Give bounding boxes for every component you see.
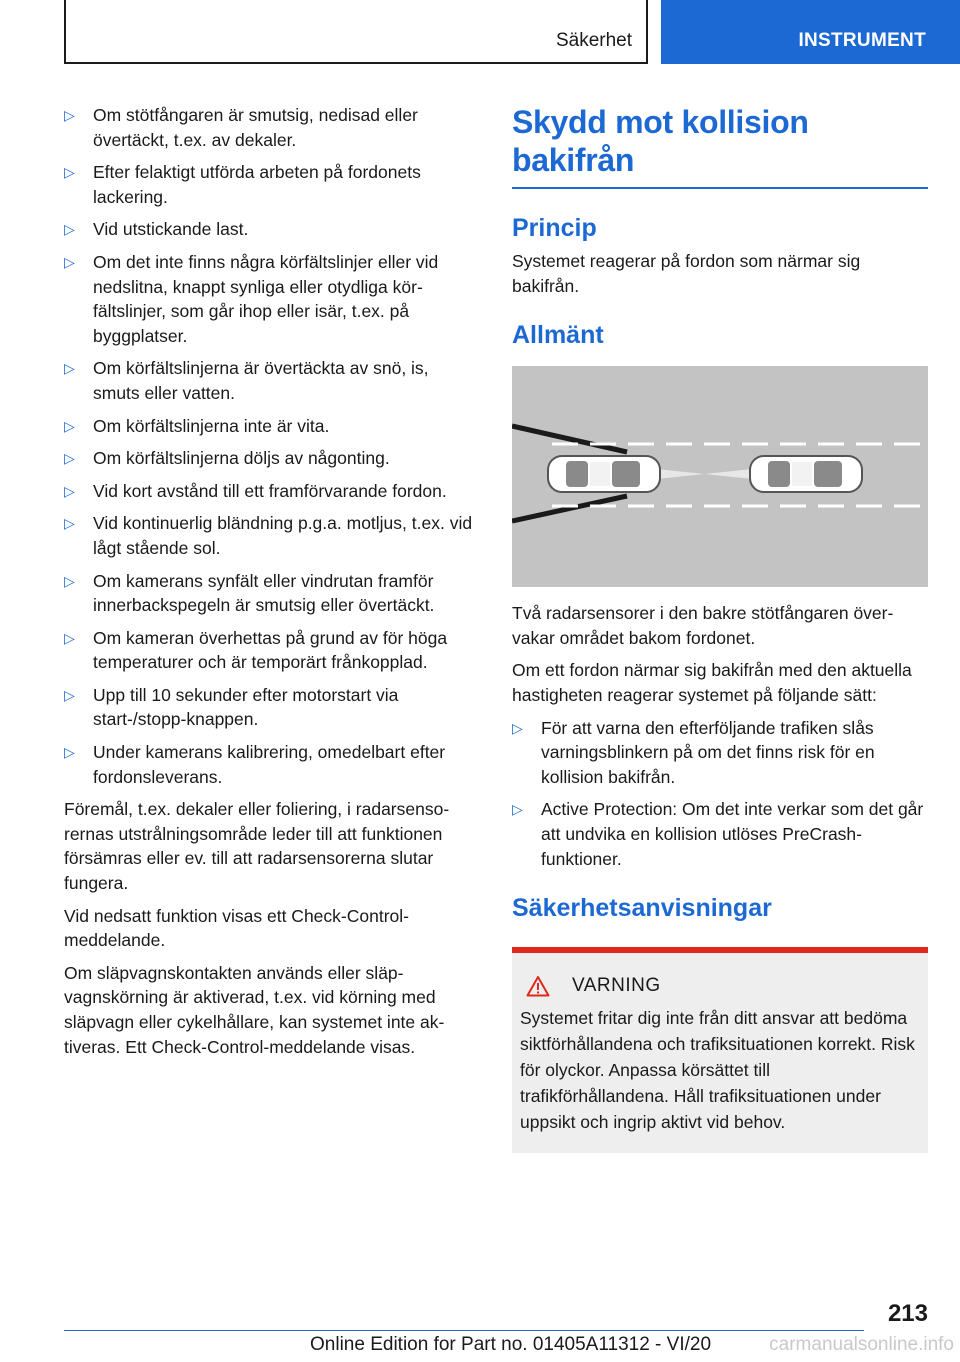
warning-triangle-icon bbox=[526, 975, 550, 997]
list-item: ▷ Om kameran överhettas på grund av för höga temperaturer och är temporärt frånkopplad. bbox=[64, 627, 448, 673]
triangle-right-icon: ▷ bbox=[64, 360, 75, 377]
triangle-right-icon: ▷ bbox=[512, 719, 523, 736]
warning-title: VARNING bbox=[572, 975, 661, 997]
left-column bbox=[64, 103, 480, 1067]
reaction-list bbox=[512, 716, 928, 872]
right-column bbox=[512, 103, 928, 1153]
title-divider bbox=[512, 187, 928, 189]
own-car-icon bbox=[548, 456, 660, 492]
list-item: ▷ Om körfältslinjerna är övertäckta av snö, is, smuts eller vatten. bbox=[64, 358, 429, 403]
warning-box bbox=[512, 947, 928, 1153]
list-item: ▷ Active Protection: Om det inte verkar som det går att undvika en kollision utlöses PreCrash-funktioner. bbox=[512, 799, 924, 869]
list-item: ▷ Vid kort avstånd till ett framförvarande fordon. bbox=[64, 479, 480, 504]
list-item: ▷ Om stötfångaren är smutsig, nedisad eller övertäckt, t.ex. av dekaler. bbox=[64, 105, 418, 150]
principle-text: Systemet reagerar på fordon som närmar sig bakifrån. bbox=[512, 251, 861, 296]
list-item: ▷ Om kamerans synfält eller vindrutan framför innerbackspegeln är smutsig eller övertäckt. bbox=[64, 570, 435, 616]
triangle-right-icon: ▷ bbox=[64, 482, 75, 499]
list-item: ▷ Vid kontinuerlig bländning p.g.a. motljus, t.ex. vid lågt stående sol. bbox=[64, 513, 473, 558]
footer-edition: Online Edition for Part no. 01405A11312 - VI/20 bbox=[310, 1334, 712, 1355]
list-item: ▷ Vid utstickande last. bbox=[64, 217, 480, 242]
warning-text: Systemet fritar dig inte från ditt ansvar att bedöma siktförhållandena och trafiksituationen korrekt. Risk för olyckor. Anpassa körsättet till trafikförhållandena. Håll trafiksituationen under uppsikt och ingrip aktivt vid behov. bbox=[520, 1008, 915, 1133]
list-item: ▷ Upp till 10 sekunder efter motorstart via start-/stopp-knappen. bbox=[64, 684, 399, 730]
triangle-right-icon: ▷ bbox=[64, 107, 75, 123]
triangle-right-icon: ▷ bbox=[512, 801, 523, 818]
header-section-box bbox=[64, 0, 648, 64]
triangle-right-icon: ▷ bbox=[64, 686, 75, 703]
heading-principle: Princip bbox=[512, 214, 597, 242]
warning-header bbox=[520, 975, 920, 997]
rear-radar-diagram bbox=[512, 366, 928, 587]
paragraph-trailer: Om släpvagnskontakten används eller släpvagnskörning är aktiverad, t.ex. vid körning med släpvagn eller cykelhållare, kan systemet inte aktiveras. Ett Check-Control-meddelande visas. bbox=[64, 962, 445, 1057]
triangle-right-icon: ▷ bbox=[64, 515, 75, 532]
header-chapter-tab[interactable] bbox=[661, 0, 960, 64]
triangle-right-icon: ▷ bbox=[64, 253, 75, 270]
following-car-icon bbox=[750, 456, 862, 492]
page-number: 213 bbox=[887, 1300, 928, 1327]
list-item: ▷ För att varna den efterföljande trafiken slås varningsblinkern på om det finns risk för en kollision bakifrån. bbox=[512, 717, 875, 787]
list-item: ▷ Om körfältslinjerna inte är vita. bbox=[64, 414, 480, 439]
list-item: ▷ Efter felaktigt utförda arbeten på fordonets lackering. bbox=[64, 162, 421, 207]
footer-divider bbox=[64, 1330, 864, 1331]
paragraph-stickers: Föremål, t.ex. dekaler eller foliering, i radarsensorernas utstrålningsområde leder till att funktionen försämras eller ev. till att radarsensorerna slutar fungera. bbox=[64, 799, 450, 894]
page-title: Skydd mot kollision bakifrån bbox=[512, 104, 809, 178]
triangle-right-icon: ▷ bbox=[64, 450, 75, 467]
triangle-right-icon: ▷ bbox=[64, 744, 75, 761]
list-item: ▷ Under kamerans kalibrering, omedelbart efter fordonsleverans. bbox=[64, 742, 446, 787]
condition-list bbox=[64, 103, 480, 789]
triangle-right-icon: ▷ bbox=[64, 629, 75, 646]
radar-illustration bbox=[512, 366, 928, 587]
triangle-right-icon: ▷ bbox=[64, 417, 75, 434]
general-paragraph-1: Två radarsensorer i den bakre stötfångaren övervakar området bakom fordonet. bbox=[512, 603, 894, 648]
paragraph-check-control: Vid nedsatt funktion visas ett Check-Control-meddelande. bbox=[64, 905, 409, 951]
heading-safety: Säkerhetsanvisningar bbox=[512, 894, 772, 923]
list-item: ▷ Om körfältslinjerna döljs av någonting. bbox=[64, 446, 480, 471]
triangle-right-icon: ▷ bbox=[64, 572, 75, 589]
header-chapter-title: INSTRUMENT bbox=[798, 30, 926, 51]
list-item: ▷ Om det inte finns några körfältslinjer eller vid nedslitna, knappt synliga eller otydliga körfältslinjer, som går ihop eller isär, t.ex. på byggplatser. bbox=[64, 251, 439, 346]
general-paragraph-2: Om ett fordon närmar sig bakifrån med den aktuella hastigheten reagerar systemet på följande sätt: bbox=[512, 660, 912, 705]
heading-general: Allmänt bbox=[512, 321, 604, 350]
footer-watermark: carmanualsonline.info bbox=[769, 1334, 954, 1355]
triangle-right-icon: ▷ bbox=[64, 164, 75, 181]
header-section-title: Säkerhet bbox=[555, 30, 632, 51]
triangle-right-icon: ▷ bbox=[64, 221, 75, 238]
